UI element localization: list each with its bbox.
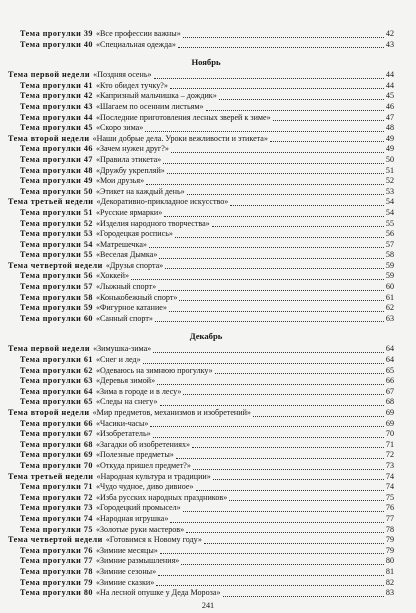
- entry-page-number: 42: [385, 29, 394, 38]
- toc-week-entry: [8, 535, 394, 546]
- entry-title: «Шагаем по осенним листьям»: [95, 101, 204, 111]
- entry-prefix: Тема первой недели: [8, 344, 91, 354]
- entry-title: «Этикет на каждый день»: [95, 186, 185, 196]
- dot-leader: [187, 193, 384, 195]
- dot-leader: [170, 87, 384, 89]
- entry-page-number: 78: [385, 524, 394, 534]
- entry-prefix: Тема прогулки 69: [20, 450, 93, 460]
- toc-walk-entry: [8, 419, 394, 430]
- toc-walk-entry: [8, 166, 394, 177]
- toc-walk-entry: [8, 567, 394, 578]
- dot-leader: [223, 595, 384, 597]
- entry-title: «Русские ярмарки»: [95, 207, 163, 217]
- entry-prefix: Тема прогулки 73: [20, 503, 93, 513]
- entry-prefix: Тема прогулки 47: [20, 154, 93, 164]
- entry-page-number: 43: [385, 39, 394, 49]
- entry-page-number: 73: [385, 460, 394, 470]
- entry-title: «Мои друзья»: [95, 176, 145, 186]
- entry-prefix: Тема прогулки 42: [20, 91, 93, 101]
- entry-title: «Загадки об изобретениях»: [95, 439, 191, 449]
- entry-page-number: 71: [385, 439, 394, 449]
- entry-page-number: 53: [385, 186, 394, 196]
- dot-leader: [183, 393, 383, 395]
- dot-leader: [212, 225, 384, 227]
- entry-prefix: Тема прогулки 49: [20, 176, 93, 186]
- dot-leader: [160, 404, 384, 406]
- toc-walk-entry: [8, 482, 394, 493]
- month-heading-november: Ноябрь: [191, 57, 221, 68]
- toc-walk-entry: [8, 40, 394, 51]
- entry-prefix: Тема прогулки 68: [20, 439, 93, 449]
- entry-title: «Изба русских народных праздников»: [95, 492, 228, 502]
- toc-week-entry: [8, 261, 394, 272]
- toc-walk-entry: [8, 144, 394, 155]
- dot-leader: [169, 310, 384, 312]
- entry-prefix: Тема прогулки 61: [20, 355, 93, 365]
- dot-leader: [158, 574, 384, 576]
- toc-walk-entry: [8, 556, 394, 567]
- entry-prefix: Тема прогулки 48: [20, 165, 93, 175]
- entry-page-number: 75: [385, 492, 394, 502]
- entry-title: «Снег и лед»: [95, 355, 141, 365]
- dot-leader: [270, 140, 384, 142]
- toc-walk-entry: [8, 187, 394, 198]
- entry-page-number: 54: [385, 207, 394, 217]
- toc-walk-entry: [8, 293, 394, 304]
- entry-page-number: 54: [385, 197, 394, 207]
- entry-prefix: Тема прогулки 59: [20, 303, 93, 313]
- entry-prefix: Тема прогулки 64: [20, 386, 93, 396]
- entry-prefix: Тема прогулки 60: [20, 313, 93, 323]
- dot-leader: [154, 77, 384, 79]
- toc-walk-entry: [8, 450, 394, 461]
- toc-walk-entry: [8, 366, 394, 377]
- entry-title: «Специальная одежда»: [95, 39, 176, 49]
- toc-walk-entry: [8, 271, 394, 282]
- entry-page-number: 76: [385, 503, 394, 513]
- toc-walk-entry: [8, 440, 394, 451]
- dot-leader: [183, 36, 384, 38]
- entry-prefix: Тема прогулки 79: [20, 577, 93, 587]
- toc-top-list: [8, 29, 394, 50]
- entry-prefix: Тема четвертой недели: [8, 535, 103, 545]
- entry-page-number: 44: [385, 70, 394, 80]
- entry-prefix: Тема прогулки 65: [20, 397, 93, 407]
- entry-title: «Лыжный спорт»: [95, 282, 157, 292]
- entry-prefix: Тема второй недели: [8, 408, 90, 417]
- dot-leader: [143, 362, 384, 364]
- entry-page-number: 74: [385, 471, 394, 481]
- entry-page-number: 82: [385, 577, 394, 587]
- entry-page-number: 45: [385, 91, 394, 101]
- dot-leader: [165, 267, 384, 269]
- dot-leader: [175, 236, 384, 238]
- entry-title: «Капризный мальчишка – дождик»: [95, 91, 217, 101]
- dot-leader: [230, 204, 384, 206]
- entry-page-number: 79: [385, 545, 394, 555]
- toc-walk-entry: [8, 176, 394, 187]
- entry-prefix: Тема прогулки 50: [20, 186, 93, 196]
- dot-leader: [159, 257, 384, 259]
- entry-prefix: Тема прогулки 44: [20, 112, 93, 122]
- entry-title: «Золотые руки мастеров»: [95, 524, 185, 534]
- entry-title: «Деревья зимой»: [95, 376, 156, 386]
- toc-november-list: [8, 70, 394, 324]
- dot-leader: [164, 215, 384, 217]
- entry-title: «Наши добрые дела. Уроки вежливости и этикета»: [92, 133, 268, 143]
- toc-walk-entry: [8, 461, 394, 472]
- entry-title: «На лесной опушке у Деда Мороза»: [95, 588, 221, 598]
- toc-walk-entry: [8, 588, 394, 599]
- dot-leader: [273, 119, 384, 121]
- entry-title: «Кто обидел тучку?»: [95, 80, 168, 90]
- entry-title: «Скоро зима»: [95, 123, 144, 133]
- dot-leader: [196, 489, 384, 491]
- entry-title: «Городецкий промысел»: [95, 503, 181, 513]
- entry-page-number: 83: [385, 588, 394, 598]
- entry-page-number: 62: [385, 303, 394, 313]
- entry-title: «Изобретатель»: [95, 429, 151, 439]
- entry-page-number: 63: [385, 313, 394, 323]
- entry-prefix: Тема прогулки 52: [20, 218, 93, 228]
- dot-leader: [157, 383, 384, 385]
- dot-leader: [213, 478, 384, 480]
- entry-prefix: Тема прогулки 51: [20, 207, 93, 217]
- toc-walk-entry: [8, 376, 394, 387]
- dot-leader: [160, 552, 384, 554]
- toc-walk-entry: [8, 81, 394, 92]
- entry-title: «Зимние месяцы»: [95, 545, 158, 555]
- toc-walk-entry: [8, 240, 394, 251]
- toc-walk-entry: [8, 250, 394, 261]
- toc-walk-entry: [8, 91, 394, 102]
- entry-title: «Зимние сезоны»: [95, 566, 157, 576]
- entry-page-number: 69: [385, 418, 394, 428]
- entry-page-number: 79: [385, 535, 394, 545]
- entry-page-number: 59: [385, 260, 394, 270]
- toc-walk-entry: [8, 155, 394, 166]
- entry-prefix: Тема прогулки 80: [20, 588, 93, 598]
- dot-leader: [229, 499, 384, 501]
- entry-page-number: 55: [385, 218, 394, 228]
- entry-title: «Дружбу укрепляй»: [95, 165, 165, 175]
- entry-page-number: 69: [385, 408, 394, 417]
- entry-title: «Веселая Дымка»: [95, 250, 158, 260]
- entry-title: «Поздняя осень»: [93, 70, 152, 80]
- entry-page-number: 64: [385, 355, 394, 365]
- dot-leader: [150, 425, 383, 427]
- entry-page-number: 50: [385, 154, 394, 164]
- entry-prefix: Тема прогулки 46: [20, 144, 93, 154]
- entry-prefix: Тема прогулки 62: [20, 365, 93, 375]
- entry-title: «Зимние размышления»: [95, 556, 180, 566]
- entry-title: «Народная игрушка»: [95, 513, 169, 523]
- entry-page-number: 57: [385, 239, 394, 249]
- toc-walk-entry: [8, 29, 394, 40]
- dot-leader: [204, 542, 384, 544]
- dot-leader: [183, 510, 384, 512]
- entry-title: «Чудо чудное, диво дивное»: [95, 482, 194, 492]
- dot-leader: [167, 172, 384, 174]
- entry-title: «Санный спорт»: [95, 313, 153, 323]
- entry-page-number: 51: [385, 165, 394, 175]
- dot-leader: [156, 584, 384, 586]
- entry-title: «Хоккей»: [95, 271, 129, 281]
- toc-walk-entry: [8, 493, 394, 504]
- entry-page-number: 49: [385, 144, 394, 154]
- entry-title: «Зима в городе и в лесу»: [95, 386, 182, 396]
- entry-title: «Правила этикета»: [95, 154, 162, 164]
- entry-prefix: Тема прогулки 45: [20, 123, 93, 133]
- entry-title: «Зимушка-зима»: [93, 344, 152, 354]
- dot-leader: [145, 130, 384, 132]
- dot-leader: [153, 351, 384, 353]
- toc-walk-entry: [8, 219, 394, 230]
- entry-page-number: 72: [385, 450, 394, 460]
- entry-page-number: 80: [385, 556, 394, 566]
- entry-prefix: Тема прогулки 63: [20, 376, 93, 386]
- entry-page-number: 77: [385, 513, 394, 523]
- entry-page-number: 81: [385, 566, 394, 576]
- entry-prefix: Тема третьей недели: [8, 197, 94, 207]
- entry-prefix: Тема прогулки 70: [20, 460, 93, 470]
- entry-prefix: Тема прогулки 57: [20, 282, 93, 292]
- entry-prefix: Тема прогулки 41: [20, 80, 93, 90]
- page-number: 241: [201, 601, 215, 610]
- entry-page-number: 60: [385, 282, 394, 292]
- dot-leader: [146, 183, 384, 185]
- dot-leader: [158, 289, 384, 291]
- entry-prefix: Тема второй недели: [8, 133, 90, 143]
- entry-title: «Мир предметов, механизмов и изобретений»: [92, 408, 251, 417]
- entry-page-number: 49: [385, 133, 394, 143]
- toc-week-entry: [8, 472, 394, 483]
- entry-prefix: Тема прогулки 71: [20, 482, 93, 492]
- toc-walk-entry: [8, 113, 394, 124]
- entry-title: «Часики-часы»: [95, 418, 149, 428]
- dot-leader: [179, 299, 383, 301]
- toc-walk-entry: [8, 123, 394, 134]
- entry-title: «Готовимся к Новому году»: [105, 535, 202, 545]
- entry-title: «Зимние сказки»: [95, 577, 155, 587]
- entry-page-number: 56: [385, 229, 394, 239]
- toc-walk-entry: [8, 429, 394, 440]
- entry-page-number: 74: [385, 482, 394, 492]
- toc-walk-entry: [8, 314, 394, 325]
- entry-title: «Декоративно-прикладное искусство»: [96, 197, 229, 207]
- entry-prefix: Тема прогулки 54: [20, 239, 93, 249]
- entry-prefix: Тема первой недели: [8, 70, 91, 80]
- toc-walk-entry: [8, 578, 394, 589]
- entry-prefix: Тема прогулки 67: [20, 429, 93, 439]
- entry-title: «Следы на снегу»: [95, 397, 158, 407]
- entry-prefix: Тема прогулки 43: [20, 101, 93, 111]
- entry-page-number: 66: [385, 376, 394, 386]
- dot-leader: [215, 372, 384, 374]
- entry-page-number: 61: [385, 292, 394, 302]
- toc-week-entry: [8, 408, 394, 419]
- entry-prefix: Тема прогулки 58: [20, 292, 93, 302]
- entry-prefix: Тема прогулки 56: [20, 271, 93, 281]
- dot-leader: [192, 446, 384, 448]
- dot-leader: [219, 98, 384, 100]
- entry-title: «Зачем нужен друг?»: [95, 144, 169, 154]
- entry-page-number: 65: [385, 365, 394, 375]
- entry-title: «Друзья спорта»: [105, 260, 164, 270]
- entry-page-number: 46: [385, 101, 394, 111]
- entry-page-number: 52: [385, 176, 394, 186]
- entry-title: «Полезные предметы»: [95, 450, 174, 460]
- toc-walk-entry: [8, 525, 394, 536]
- toc-walk-entry: [8, 282, 394, 293]
- entry-title: «Последние приготовления лесных зверей к зиме»: [95, 112, 271, 122]
- toc-walk-entry: [8, 514, 394, 525]
- entry-prefix: Тема прогулки 78: [20, 566, 93, 576]
- entry-title: «Фигурное катание»: [95, 303, 167, 313]
- entry-page-number: 70: [385, 429, 394, 439]
- entry-page-number: 59: [385, 271, 394, 281]
- dot-leader: [155, 320, 384, 322]
- dot-leader: [253, 415, 384, 417]
- entry-page-number: 44: [385, 80, 394, 90]
- entry-prefix: Тема прогулки 66: [20, 418, 93, 428]
- dot-leader: [171, 151, 384, 153]
- dot-leader: [186, 531, 384, 533]
- dot-leader: [163, 162, 384, 164]
- dot-leader: [178, 46, 384, 48]
- toc-week-entry: [8, 134, 394, 145]
- entry-title: «Изделия народного творчества»: [95, 218, 210, 228]
- toc-week-entry: [8, 344, 394, 355]
- toc-december-list: [8, 344, 394, 598]
- toc-walk-entry: [8, 387, 394, 398]
- toc-week-entry: [8, 70, 394, 81]
- entry-prefix: Тема прогулки 53: [20, 229, 93, 239]
- dot-leader: [153, 436, 384, 438]
- entry-title: «Матрешечка»: [95, 239, 147, 249]
- entry-page-number: 64: [385, 344, 394, 354]
- dot-leader: [149, 246, 384, 248]
- entry-page-number: 48: [385, 123, 394, 133]
- entry-page-number: 58: [385, 250, 394, 260]
- entry-prefix: Тема прогулки 77: [20, 556, 93, 566]
- entry-prefix: Тема прогулки 72: [20, 492, 93, 502]
- dot-leader: [176, 457, 384, 459]
- entry-prefix: Тема прогулки 76: [20, 545, 93, 555]
- dot-leader: [181, 563, 384, 565]
- entry-page-number: 68: [385, 397, 394, 407]
- toc-walk-entry: [8, 355, 394, 366]
- dot-leader: [206, 109, 384, 111]
- toc-walk-entry: [8, 102, 394, 113]
- dot-leader: [131, 278, 384, 280]
- entry-title: «Все профессии важны»: [95, 29, 181, 38]
- entry-prefix: Тема прогулки 75: [20, 524, 93, 534]
- toc-walk-entry: [8, 397, 394, 408]
- entry-title: «Откуда пришел предмет?»: [95, 460, 191, 470]
- entry-prefix: Тема прогулки 39: [20, 29, 93, 38]
- entry-page-number: 67: [385, 386, 394, 396]
- toc-walk-entry: [8, 546, 394, 557]
- entry-title: «Народная культура и традиции»: [96, 471, 211, 481]
- entry-title: «Городецкая роспись»: [95, 229, 173, 239]
- toc-week-entry: [8, 197, 394, 208]
- entry-prefix: Тема прогулки 74: [20, 513, 93, 523]
- entry-prefix: Тема четвертой недели: [8, 260, 103, 270]
- dot-leader: [193, 468, 384, 470]
- entry-title: «Одеваюсь на зимнюю прогулку»: [95, 365, 213, 375]
- entry-prefix: Тема прогулки 55: [20, 250, 93, 260]
- dot-leader: [170, 521, 384, 523]
- entry-page-number: 47: [385, 112, 394, 122]
- entry-prefix: Тема прогулки 40: [20, 39, 93, 49]
- toc-walk-entry: [8, 503, 394, 514]
- entry-prefix: Тема третьей недели: [8, 471, 94, 481]
- toc-walk-entry: [8, 303, 394, 314]
- toc-walk-entry: [8, 208, 394, 219]
- toc-walk-entry: [8, 229, 394, 240]
- month-heading-december: Декабрь: [189, 331, 223, 342]
- entry-title: «Конькобежный спорт»: [95, 292, 178, 302]
